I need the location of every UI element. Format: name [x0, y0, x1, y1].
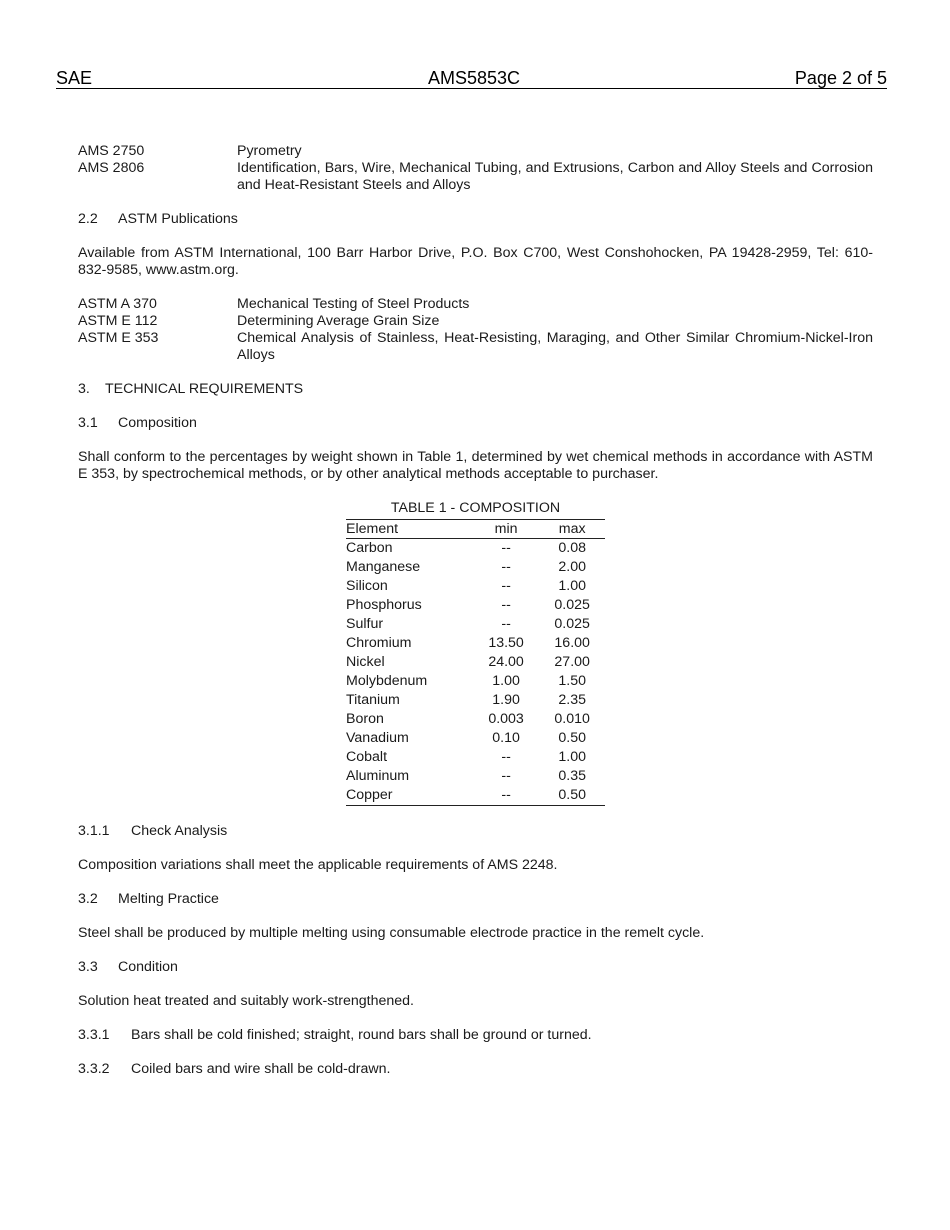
composition-table [346, 519, 605, 806]
section-number: 3.1 [78, 415, 98, 431]
min-cell: -- [501, 540, 511, 556]
max-cell: 0.025 [554, 616, 590, 632]
table-row [346, 558, 605, 577]
reference-description: Pyrometry [237, 143, 302, 159]
element-cell: Silicon [346, 578, 388, 594]
reference-code: ASTM E 112 [78, 313, 158, 329]
column-header: min [473, 520, 540, 539]
table-row [346, 539, 605, 559]
section-heading-3-1 [78, 415, 873, 432]
section-number: 2.2 [78, 211, 98, 227]
element-cell: Molybdenum [346, 673, 428, 689]
element-cell: Manganese [346, 559, 421, 575]
section-heading-3 [78, 381, 873, 398]
table-row [346, 596, 605, 615]
reference-description: Chemical Analysis of Stainless, Heat-Resisting, Maraging, and Other Similar Chromium-Nickel-Iron Alloys [237, 330, 873, 363]
min-cell: -- [501, 787, 511, 803]
section-number: 3.3.1 [78, 1027, 110, 1043]
table-row [346, 767, 605, 786]
reference-row [78, 143, 873, 160]
min-cell: -- [501, 578, 511, 594]
element-cell: Phosphorus [346, 597, 422, 613]
table-row [346, 577, 605, 596]
reference-code: AMS 2750 [78, 143, 145, 159]
section-title: Condition [118, 959, 178, 975]
section-heading-2-2 [78, 211, 873, 228]
section-title: TECHNICAL REQUIREMENTS [105, 381, 304, 397]
section-title: Check Analysis [131, 823, 228, 839]
reference-code: ASTM E 353 [78, 330, 159, 346]
min-cell: 24.00 [488, 654, 524, 670]
element-cell: Cobalt [346, 749, 388, 765]
section-heading-3-3 [78, 959, 873, 976]
header-org: SAE [56, 68, 93, 88]
section-3-3-2 [78, 1061, 873, 1078]
table-title: TABLE 1 - COMPOSITION [390, 500, 561, 516]
section-title: ASTM Publications [118, 211, 238, 227]
reference-code: AMS 2806 [78, 160, 145, 176]
section-number: 3. [78, 381, 90, 397]
table-header-row [346, 520, 605, 539]
section-title: Composition [118, 415, 197, 431]
max-cell: 0.35 [558, 768, 586, 784]
max-cell: 0.025 [554, 597, 590, 613]
min-cell: -- [501, 616, 511, 632]
table-row [346, 729, 605, 748]
element-cell: Titanium [346, 692, 400, 708]
element-cell: Copper [346, 787, 393, 803]
max-cell: 0.08 [558, 540, 586, 556]
reference-row [78, 330, 873, 364]
max-cell: 16.00 [554, 635, 590, 651]
section-3-3-1 [78, 1027, 873, 1044]
table-row [346, 786, 605, 806]
min-cell: -- [501, 768, 511, 784]
min-cell: 0.003 [488, 711, 524, 727]
min-cell: 13.50 [488, 635, 524, 651]
reference-code: ASTM A 370 [78, 296, 157, 312]
header-doc-number: AMS5853C [428, 68, 521, 88]
max-cell: 27.00 [554, 654, 590, 670]
section-text: Bars shall be cold finished; straight, round bars shall be ground or turned. [131, 1027, 592, 1043]
min-cell: -- [501, 559, 511, 575]
table-row [346, 672, 605, 691]
table-row [346, 634, 605, 653]
max-cell: 2.00 [558, 559, 586, 575]
reference-description: Identification, Bars, Wire, Mechanical Tubing, and Extrusions, Carbon and Alloy Steels and Corrosion and Heat-Resistant Steels and Alloys [237, 160, 873, 193]
element-cell: Nickel [346, 654, 385, 670]
astm-reference-list [78, 296, 873, 364]
section-number: 3.1.1 [78, 823, 110, 839]
min-cell: 0.10 [492, 730, 520, 746]
section-number: 3.3.2 [78, 1061, 110, 1077]
document-body [78, 143, 873, 1078]
composition-paragraph: Shall conform to the percentages by weight shown in Table 1, determined by wet chemical methods in accordance with ASTM E 353, by spectrochemical methods, or by other analytical methods acceptable to purchaser. [78, 449, 873, 482]
reference-description: Determining Average Grain Size [237, 313, 440, 329]
section-text: Coiled bars and wire shall be cold-drawn. [131, 1061, 391, 1077]
table-row [346, 710, 605, 729]
astm-availability-paragraph: Available from ASTM International, 100 Barr Harbor Drive, P.O. Box C700, West Conshohocken, PA 19428-2959, Tel: 610-832-9585, www.astm.org. [78, 245, 873, 278]
element-cell: Chromium [346, 635, 412, 651]
element-cell: Boron [346, 711, 384, 727]
reference-row [78, 313, 873, 330]
check-analysis-paragraph: Composition variations shall meet the applicable requirements of AMS 2248. [78, 857, 558, 873]
max-cell: 2.35 [558, 692, 586, 708]
section-title: Melting Practice [118, 891, 219, 907]
table-row [346, 691, 605, 710]
element-cell: Vanadium [346, 730, 409, 746]
column-header: Element [346, 520, 473, 539]
section-number: 3.2 [78, 891, 98, 907]
table-row [346, 748, 605, 767]
header-page-number: Page 2 of 5 [794, 68, 887, 88]
table-row [346, 615, 605, 634]
reference-description: Mechanical Testing of Steel Products [237, 296, 470, 312]
min-cell: -- [501, 597, 511, 613]
max-cell: 0.50 [558, 787, 586, 803]
min-cell: -- [501, 749, 511, 765]
element-cell: Aluminum [346, 768, 410, 784]
min-cell: 1.00 [492, 673, 520, 689]
reference-row [78, 160, 873, 194]
max-cell: 0.010 [554, 711, 590, 727]
page-header [56, 68, 887, 89]
max-cell: 0.50 [558, 730, 586, 746]
max-cell: 1.00 [558, 578, 586, 594]
max-cell: 1.50 [558, 673, 586, 689]
condition-paragraph: Solution heat treated and suitably work-strengthened. [78, 993, 414, 1009]
max-cell: 1.00 [558, 749, 586, 765]
reference-row [78, 296, 873, 313]
column-header: max [539, 520, 605, 539]
min-cell: 1.90 [492, 692, 520, 708]
table-row [346, 653, 605, 672]
element-cell: Sulfur [346, 616, 384, 632]
section-number: 3.3 [78, 959, 98, 975]
section-heading-3-2 [78, 891, 873, 908]
element-cell: Carbon [346, 540, 393, 556]
melting-practice-paragraph: Steel shall be produced by multiple melting using consumable electrode practice in the remelt cycle. [78, 925, 705, 941]
composition-table-container [346, 500, 605, 806]
section-heading-3-1-1 [78, 823, 873, 840]
ams-reference-list [78, 143, 873, 194]
